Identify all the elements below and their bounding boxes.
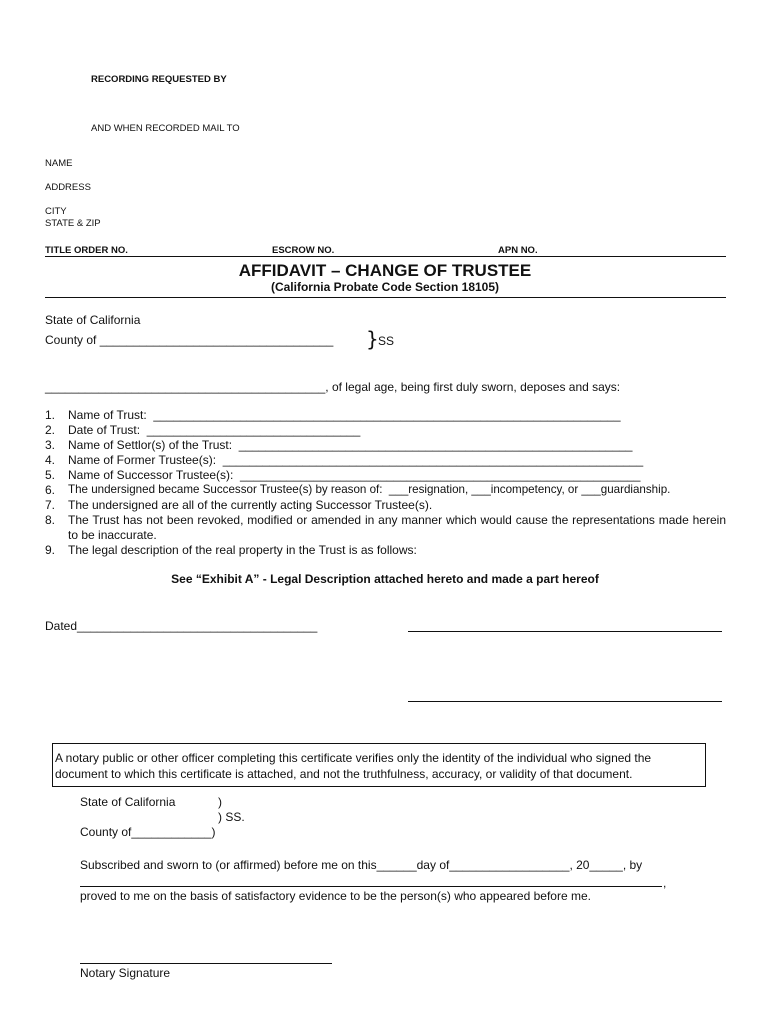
signature-line-2 xyxy=(408,701,722,702)
item-number: 6. xyxy=(45,483,56,497)
exhibit-line: See “Exhibit A” - Legal Description attached hereto and made a part hereof xyxy=(171,572,599,586)
notary-county: County of____________) xyxy=(80,825,216,839)
title-rule xyxy=(45,297,726,298)
venue-county: County of ___________________________________ xyxy=(45,333,334,347)
escrow-label: ESCROW NO. xyxy=(272,245,335,256)
item-number: 4. xyxy=(45,453,56,467)
notary-name-comma: , xyxy=(663,876,667,890)
item-number: 3. xyxy=(45,438,56,452)
item-number: 9. xyxy=(45,543,56,557)
item-reason: The undersigned became Successor Trustee(s) by reason of: ___resignation, ___incompetency, or ___guardianship. xyxy=(68,483,671,496)
notary-paren: ) xyxy=(218,795,222,809)
item-trust-name: Name of Trust: ______________________________________________________________________ xyxy=(68,408,621,422)
notary-state: State of California xyxy=(80,795,176,809)
document-title: AFFIDAVIT – CHANGE OF TRUSTEE xyxy=(238,261,532,280)
item-legal-description: The legal description of the real property in the Trust is as follows: xyxy=(68,543,417,557)
document-subtitle: (California Probate Code Section 18105) xyxy=(270,280,500,294)
notary-notice-box xyxy=(52,743,706,787)
item-not-revoked: The Trust has not been revoked, modified or amended in any manner which would cause the representations made herein to be inaccurate. xyxy=(68,513,726,542)
dated-line: Dated____________________________________ xyxy=(45,619,318,633)
item-settlor: Name of Settlor(s) of the Trust: ___________________________________________________________ xyxy=(68,438,633,452)
affiant-line: __________________________________________, of legal age, being first duly sworn, deposes and says: xyxy=(45,380,621,394)
item-number: 1. xyxy=(45,408,56,422)
apn-label: APN NO. xyxy=(498,245,538,256)
item-number: 7. xyxy=(45,498,56,512)
notary-signature-label: Notary Signature xyxy=(80,966,171,980)
notary-proved: proved to me on the basis of satisfactory evidence to be the person(s) who appeared before me. xyxy=(80,889,591,903)
order-row-rule xyxy=(45,256,726,257)
title-order-label: TITLE ORDER NO. xyxy=(45,245,128,256)
venue-ss: SS xyxy=(378,334,395,348)
mail-to-label: AND WHEN RECORDED MAIL TO xyxy=(91,123,240,134)
item-successor-trustee: Name of Successor Trustee(s): ____________________________________________________________ xyxy=(68,468,641,482)
notary-signature-line xyxy=(80,963,332,964)
notary-notice-text: A notary public or other officer completing this certificate verifies only the identity of the individual who signed the document to which this certificate is attached, and not the truthfulness, accuracy, or validity of that document. xyxy=(55,751,652,781)
name-label: NAME xyxy=(45,158,73,169)
notary-subscribed: Subscribed and sworn to (or affirmed) before me on this______day of__________________, 20_____, by xyxy=(80,858,643,872)
item-number: 2. xyxy=(45,423,56,437)
recording-requested-by: RECORDING REQUESTED BY xyxy=(91,74,227,85)
state-zip-label: STATE & ZIP xyxy=(45,218,101,229)
address-label: ADDRESS xyxy=(45,182,91,193)
item-number: 5. xyxy=(45,468,56,482)
item-acting-trustees: The undersigned are all of the currently acting Successor Trustee(s). xyxy=(68,498,433,512)
item-number: 8. xyxy=(45,513,56,527)
signature-line-1 xyxy=(408,631,722,632)
item-former-trustee: Name of Former Trustee(s): _______________________________________________________________ xyxy=(68,453,644,467)
notary-name-line xyxy=(80,886,662,887)
venue-state: State of California xyxy=(45,313,141,327)
city-label: CITY xyxy=(45,206,67,217)
item-trust-date: Date of Trust: ________________________________ xyxy=(68,423,361,437)
notary-ss: ) SS. xyxy=(218,810,245,824)
venue-brace: } xyxy=(366,327,379,351)
